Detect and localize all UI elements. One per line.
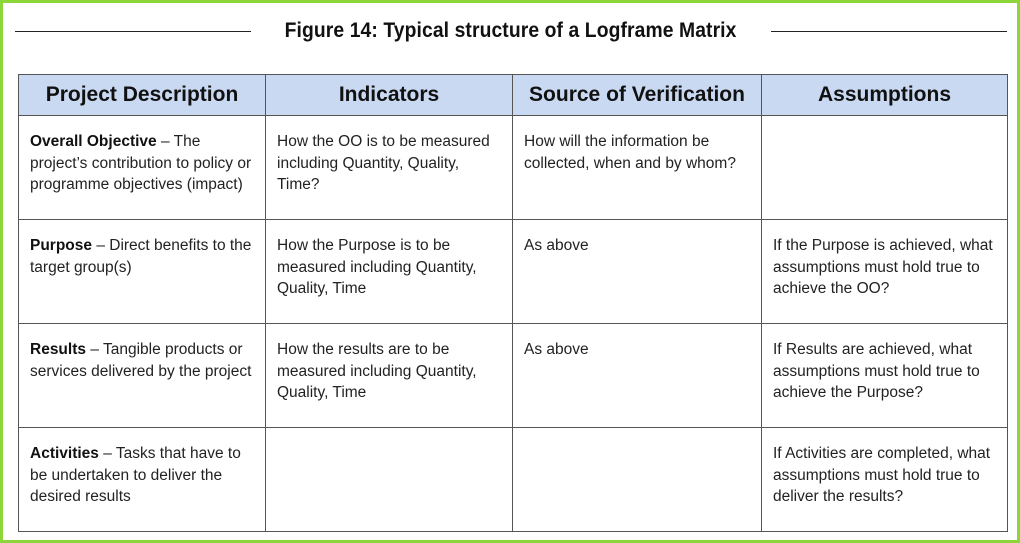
header-assumptions: Assumptions: [762, 75, 1008, 116]
title-rule-left: [15, 31, 251, 32]
row-term: Overall Objective: [30, 133, 157, 150]
row-description: – Tasks that have to be undertaken to deliver the desired results: [30, 445, 241, 505]
cell-assumptions: If Results are achieved, what assumptions must hold true to achieve the Purpose?: [762, 324, 1008, 428]
cell-assumptions: If Activities are completed, what assumptions must hold true to deliver the results?: [762, 428, 1008, 532]
cell-indicators: How the Purpose is to be measured including Quantity, Quality, Time: [266, 220, 513, 324]
cell-assumptions: If the Purpose is achieved, what assumptions must hold true to achieve the OO?: [762, 220, 1008, 324]
cell-project-description: [19, 116, 266, 220]
table-row-purpose: [19, 220, 1008, 324]
cell-indicators: [266, 428, 513, 532]
header-source-of-verification: Source of Verification: [513, 75, 762, 116]
cell-source-of-verification: [513, 428, 762, 532]
cell-source-of-verification: As above: [513, 324, 762, 428]
row-description: – The project’s contribution to policy or programme objectives (impact): [30, 133, 252, 193]
cell-source-of-verification: How will the information be collected, when and by whom?: [513, 116, 762, 220]
header-project-description: Project Description: [19, 75, 266, 116]
cell-assumptions: [762, 116, 1008, 220]
cell-indicators: How the results are to be measured including Quantity, Quality, Time: [266, 324, 513, 428]
row-description: – Tangible products or services delivered by the project: [30, 341, 252, 380]
cell-project-description: [19, 324, 266, 428]
cell-project-description: [19, 220, 266, 324]
header-indicators: Indicators: [266, 75, 513, 116]
cell-indicators: How the OO is to be measured including Quantity, Quality, Time?: [266, 116, 513, 220]
row-term: Activities: [30, 445, 99, 462]
figure-title: Figure 14: Typical structure of a Logframe Matrix: [285, 19, 737, 42]
table-row-overall-objective: [19, 116, 1008, 220]
header-row: [19, 75, 1008, 116]
cell-source-of-verification: As above: [513, 220, 762, 324]
row-term: Results: [30, 341, 86, 358]
logframe-matrix: [18, 74, 1008, 532]
row-term: Purpose: [30, 237, 93, 254]
row-description: – Direct benefits to the target group(s): [30, 237, 252, 276]
table-row-results: [19, 324, 1008, 428]
figure-title-bar: [15, 17, 1007, 45]
cell-project-description: [19, 428, 266, 532]
table-row-activities: [19, 428, 1008, 532]
title-rule-right: [771, 31, 1007, 32]
